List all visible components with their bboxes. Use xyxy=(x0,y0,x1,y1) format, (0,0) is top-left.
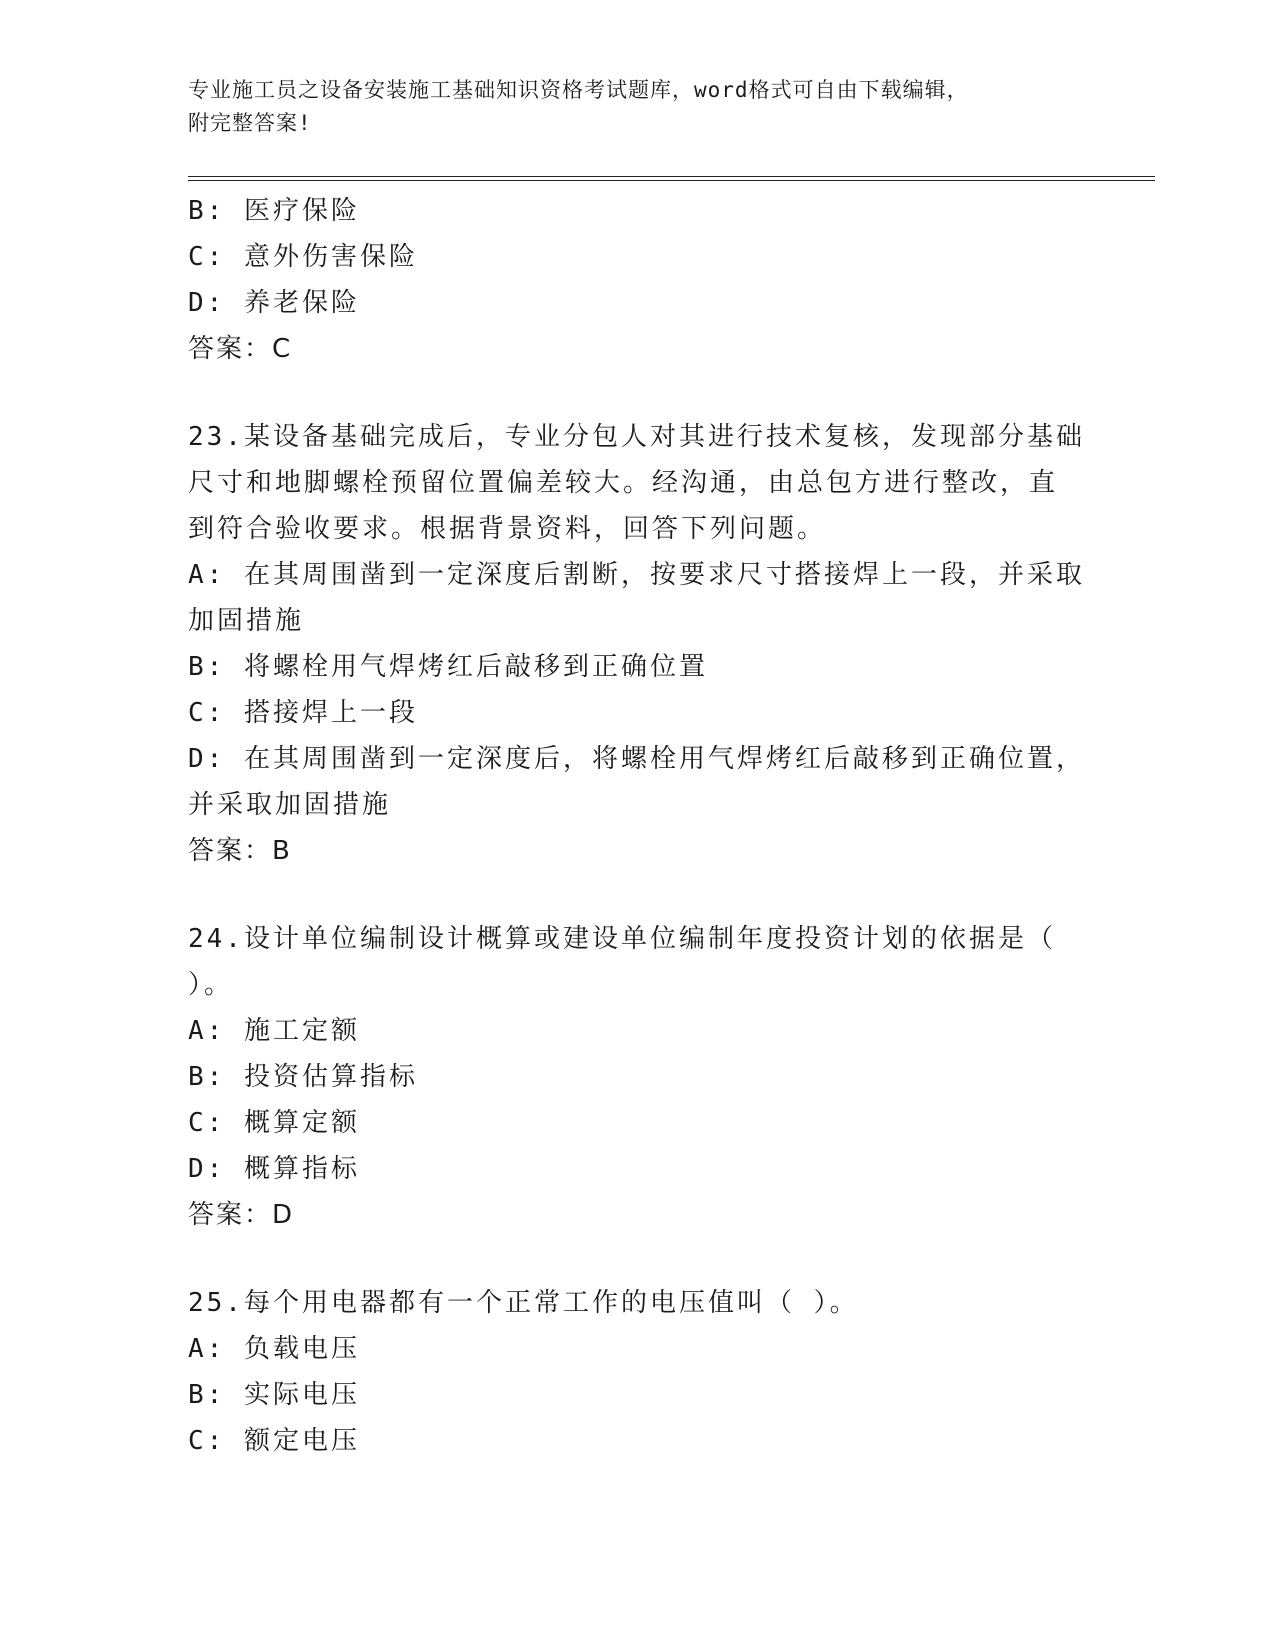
option-b: B: 将螺栓用气焊烤红后敲移到正确位置 xyxy=(188,652,708,682)
question-22 xyxy=(188,188,1088,372)
option-c: C: 额定电压 xyxy=(188,1426,360,1456)
option-a-continued: 加固措施 xyxy=(188,606,305,636)
option-a: A: 施工定额 xyxy=(188,1016,360,1046)
spacer xyxy=(188,1238,1088,1280)
spacer xyxy=(188,874,1088,916)
option-b: B: 医疗保险 xyxy=(188,196,360,226)
option-a: A: 负载电压 xyxy=(188,1334,360,1364)
option-b: B: 投资估算指标 xyxy=(188,1062,418,1092)
answer-line: 答案：C xyxy=(188,334,293,364)
option-a: A: 在其周围凿到一定深度后割断，按要求尺寸搭接焊上一段，并采取 xyxy=(188,560,1085,590)
question-stem: 到符合验收要求。根据背景资料，回答下列问题。 xyxy=(188,514,827,544)
option-d: D: 在其周围凿到一定深度后，将螺栓用气焊烤红后敲移到正确位置， xyxy=(188,744,1085,774)
option-d: D: 概算指标 xyxy=(188,1154,360,1184)
option-d-continued: 并采取加固措施 xyxy=(188,790,392,820)
header-line-1: 专业施工员之设备安装施工基础知识资格考试题库，word格式可自由下载编辑， xyxy=(188,78,969,102)
header-divider xyxy=(188,176,1155,181)
answer-line: 答案：D xyxy=(188,1200,295,1230)
option-c: C: 搭接焊上一段 xyxy=(188,698,418,728)
answer-line: 答案：B xyxy=(188,836,292,866)
question-stem: ）。 xyxy=(188,970,234,1000)
spacer xyxy=(188,372,1088,414)
question-list xyxy=(188,188,1088,1464)
question-stem: 23.某设备基础完成后，专业分包人对其进行技术复核，发现部分基础 xyxy=(188,422,1085,452)
question-stem: 25.每个用电器都有一个正常工作的电压值叫（ ）。 xyxy=(188,1288,859,1318)
question-24 xyxy=(188,916,1088,1238)
question-25 xyxy=(188,1280,1088,1464)
question-23 xyxy=(188,414,1088,874)
document-header xyxy=(188,74,1088,140)
header-line-2: 附完整答案! xyxy=(188,111,312,135)
question-stem: 24.设计单位编制设计概算或建设单位编制年度投资计划的依据是（ xyxy=(188,924,1056,954)
option-d: D: 养老保险 xyxy=(188,288,360,318)
question-stem: 尺寸和地脚螺栓预留位置偏差较大。经沟通，由总包方进行整改，直 xyxy=(188,468,1059,498)
option-c: C: 意外伤害保险 xyxy=(188,242,418,272)
option-b: B: 实际电压 xyxy=(188,1380,360,1410)
option-c: C: 概算定额 xyxy=(188,1108,360,1138)
